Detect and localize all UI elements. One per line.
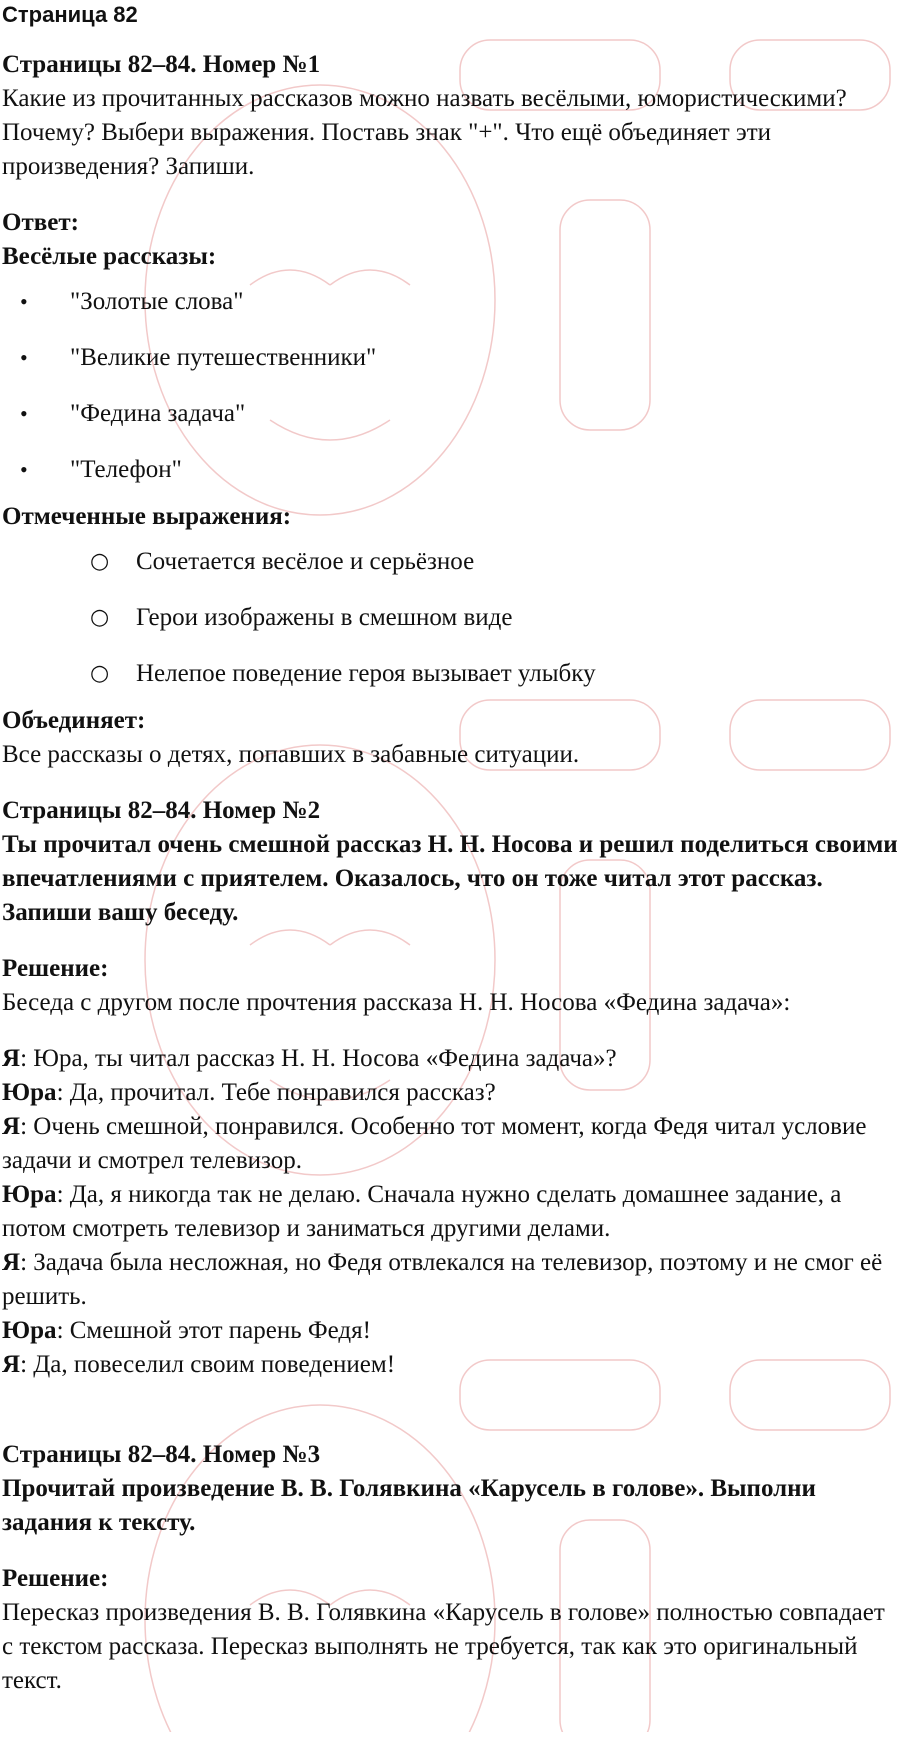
dialog-line [2, 1110, 900, 1178]
dialog [2, 1042, 900, 1382]
dialog-speaker: Юра [2, 1079, 57, 1106]
list-item [2, 590, 900, 646]
page-heading: Страница 82 [2, 2, 138, 27]
list-item-text: "Телефон" [70, 456, 182, 483]
marked-expressions-label: Отмеченные выражения: [2, 503, 292, 530]
task-3-question: Прочитай произведение В. В. Голявкина «Карусель в голове». Выполни задания к тексту. [2, 1475, 816, 1536]
dialog-text: : Да, прочитал. Тебе понравился рассказ? [56, 1079, 496, 1106]
list-item [2, 386, 900, 442]
circle-bullet-icon: ○ [90, 605, 110, 630]
unites-label: Объединяет: [2, 707, 146, 734]
unites-text: Все рассказы о детях, попавших в забавные ситуации. [2, 741, 580, 768]
dialog-speaker: Я [2, 1249, 21, 1276]
marked-expressions-list [2, 534, 900, 702]
bullet-icon: • [20, 401, 28, 426]
dialog-text: : Юра, ты читал рассказ Н. Н. Носова «Федина задача»? [20, 1045, 617, 1072]
dialog-line [2, 1178, 900, 1246]
funny-stories-label: Весёлые рассказы: [2, 243, 217, 270]
dialog-text: : Да, повеселил своим поведением! [20, 1351, 396, 1378]
dialog-line [2, 1348, 900, 1382]
list-item-text: "Великие путешественники" [70, 344, 377, 371]
dialog-intro: Беседа с другом после прочтения рассказа Н. Н. Носова «Федина задача»: [2, 989, 791, 1016]
task-1-question: Какие из прочитанных рассказов можно назвать весёлыми, юмористическими? Почему? Выбери выражения. Поставь знак "+". Что ещё объединяет эти произведения? Запиши. [2, 85, 847, 180]
task-2-heading: Страницы 82–84. Номер №2 [2, 797, 321, 824]
dialog-speaker: Я [2, 1113, 21, 1140]
list-item [2, 274, 900, 330]
list-item [2, 330, 900, 386]
list-item-text: "Золотые слова" [70, 288, 244, 315]
dialog-text: : Очень смешной, понравился. Особенно тот момент, когда Федя читал условие задачи и смотрел телевизор. [2, 1113, 867, 1174]
list-item [2, 442, 900, 498]
dialog-speaker: Я [2, 1351, 21, 1378]
dialog-line [2, 1076, 900, 1110]
bullet-icon: • [20, 289, 28, 314]
circle-bullet-icon: ○ [90, 661, 110, 686]
list-item-text: Герои изображены в смешном виде [136, 604, 513, 631]
dialog-speaker: Юра [2, 1317, 57, 1344]
bullet-icon: • [20, 457, 28, 482]
dialog-text: : Смешной этот парень Федя! [56, 1317, 371, 1344]
task-1 [2, 48, 900, 772]
circle-bullet-icon: ○ [90, 549, 110, 574]
task-2 [2, 794, 900, 1382]
list-item-text: Нелепое поведение героя вызывает улыбку [136, 660, 596, 687]
dialog-line [2, 1246, 900, 1314]
list-item-text: "Федина задача" [70, 400, 246, 427]
list-item-text: Сочетается весёлое и серьёзное [136, 548, 475, 575]
dialog-line [2, 1042, 900, 1076]
funny-stories-list [2, 274, 900, 498]
dialog-speaker: Юра [2, 1181, 57, 1208]
solution-label: Решение: [2, 1565, 109, 1592]
answer-label: Ответ: [2, 209, 79, 236]
list-item [2, 646, 900, 702]
task-2-question: Ты прочитал очень смешной рассказ Н. Н. Носова и решил поделиться своими впечатлениями с приятелем. Оказалось, что он тоже читал этот рассказ. Запиши вашу беседу. [2, 831, 898, 926]
task-3 [2, 1438, 900, 1698]
list-item [2, 534, 900, 590]
dialog-speaker: Я [2, 1045, 21, 1072]
task-3-text: Пересказ произведения В. В. Голявкина «Карусель в голове» полностью совпадает с текстом рассказа. Пересказ выполнять не требуется, так как это оригинальный текст. [2, 1599, 885, 1694]
dialog-line [2, 1314, 900, 1348]
task-1-heading: Страницы 82–84. Номер №1 [2, 51, 321, 78]
task-3-heading: Страницы 82–84. Номер №3 [2, 1441, 321, 1468]
bullet-icon: • [20, 345, 28, 370]
dialog-text: : Задача была несложная, но Федя отвлекался на телевизор, поэтому и не смог её решить. [2, 1249, 883, 1310]
solution-label: Решение: [2, 955, 109, 982]
dialog-text: : Да, я никогда так не делаю. Сначала нужно сделать домашнее задание, а потом смотреть телевизор и заниматься другими делами. [2, 1181, 842, 1242]
